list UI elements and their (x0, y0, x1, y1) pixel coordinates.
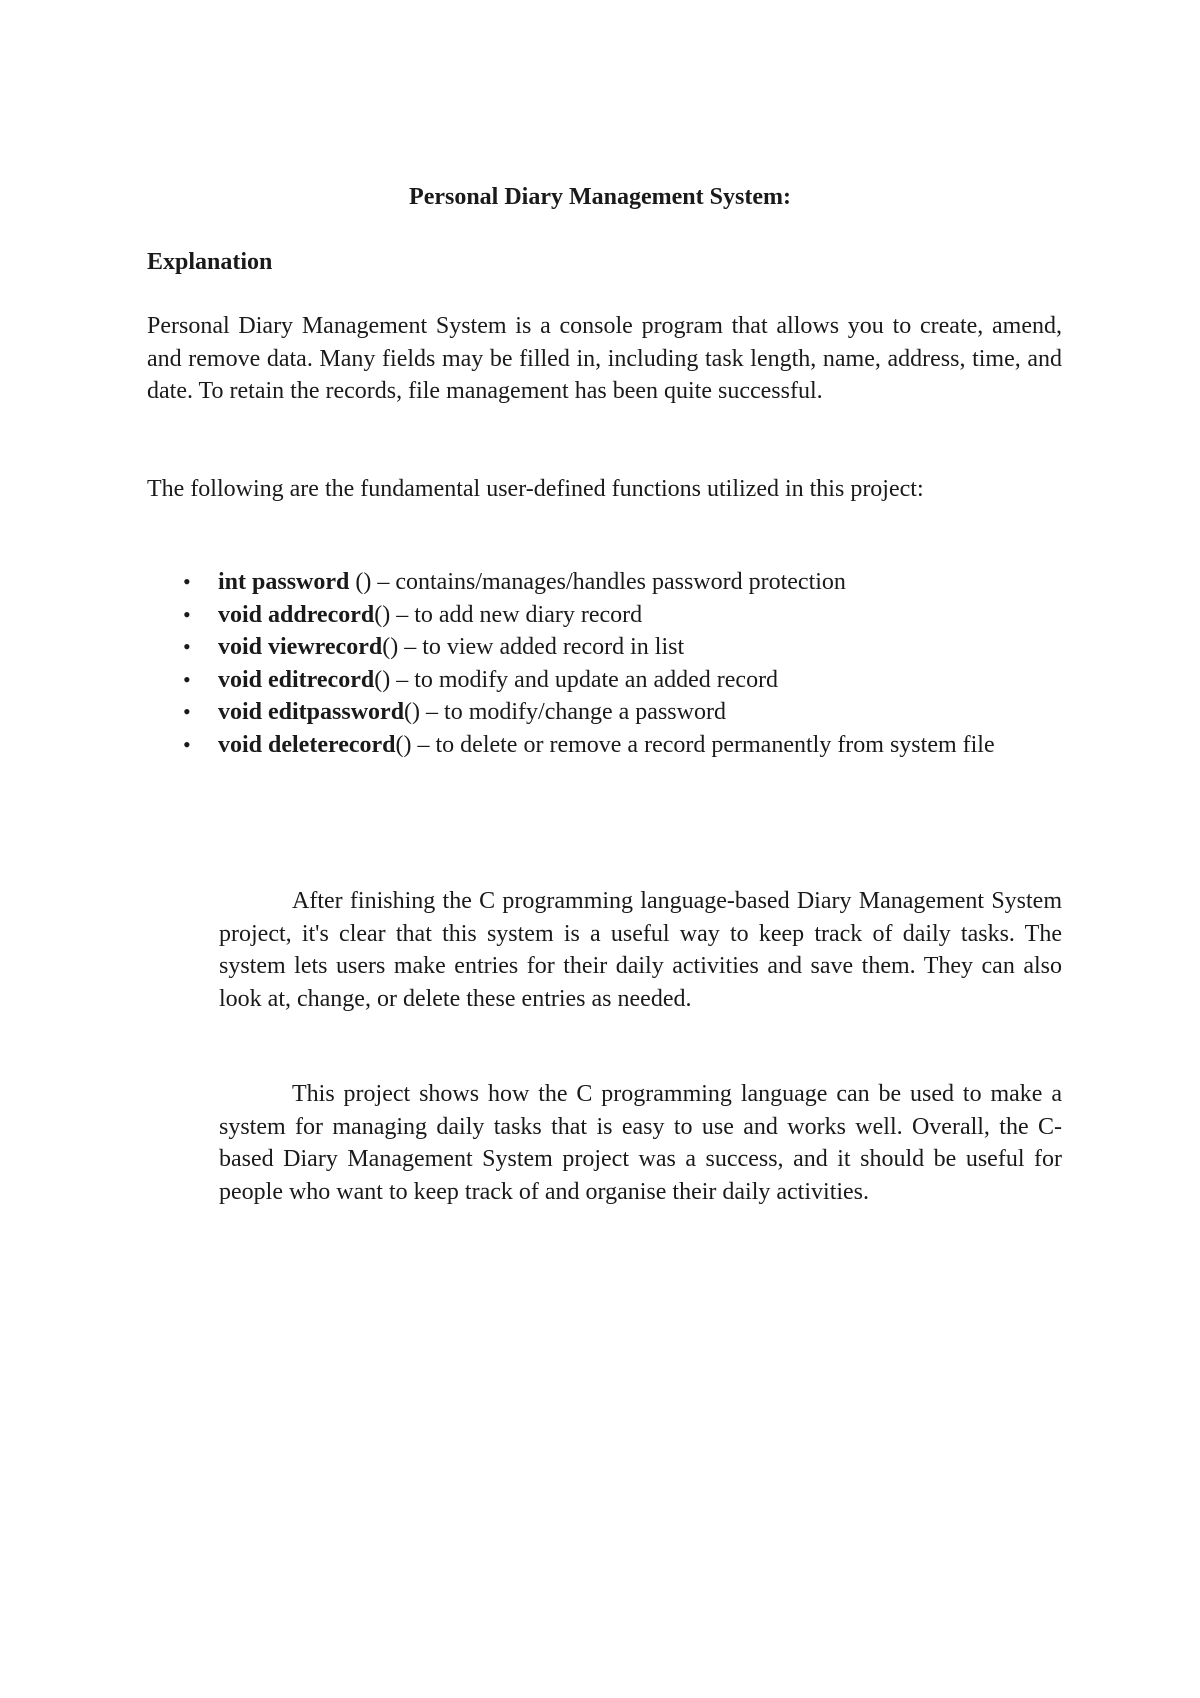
function-name: void addrecord (218, 601, 375, 628)
conclusion-paragraph: After finishing the C programming language-based Diary Management System project, it's clear that this system is a useful way to keep track of daily tasks. The system lets users make entries for their daily activities and save them. They can also look at, change, or delete these entries as needed. (219, 888, 1062, 1012)
bullet-icon: • (183, 666, 191, 692)
bullet-icon: • (183, 699, 191, 725)
function-description: () – to add new diary record (374, 601, 643, 628)
bullet-icon: • (183, 601, 191, 627)
bullet-icon: • (183, 634, 191, 660)
intro-paragraph: Personal Diary Management System is a console program that allows you to create, amend, and remove data. Many fields may be filled in, including task length, name, address, time, and date. To retain the records, file management has been quite successful. (147, 313, 1062, 405)
function-name: void editpassword (218, 699, 405, 726)
functions-intro-paragraph: The following are the fundamental user-defined functions utilized in this project: (147, 476, 924, 502)
function-name: void editrecord (218, 666, 375, 693)
bullet-icon: • (183, 569, 191, 594)
function-description: () – contains/manages/handles password protection (349, 569, 846, 595)
list-item (147, 664, 1062, 697)
function-name: void viewrecord (218, 634, 383, 661)
document-title: Personal Diary Management System: (409, 184, 791, 210)
function-description: () – to modify and update an added record (374, 666, 779, 693)
list-item (147, 566, 1062, 599)
function-description: () – to modify/change a password (404, 699, 726, 726)
function-description: () – to view added record in list (382, 634, 685, 661)
function-name: void deleterecord (218, 731, 396, 758)
function-description: () – to delete or remove a record permanently from system file (395, 731, 995, 758)
list-item (147, 599, 1062, 632)
bullet-icon: • (183, 731, 191, 757)
function-name: int password (218, 569, 350, 595)
section-heading-explanation: Explanation (147, 249, 273, 275)
list-item (147, 729, 1062, 762)
function-list (147, 566, 1062, 762)
list-item (147, 631, 1062, 664)
list-item (147, 696, 1062, 729)
conclusion-paragraph: This project shows how the C programming language can be used to make a system for managing daily tasks that is easy to use and works well. Overall, the C-based Diary Management System project was a success, and it should be useful for people who want to keep track of and organise their daily activities. (219, 1081, 1062, 1205)
